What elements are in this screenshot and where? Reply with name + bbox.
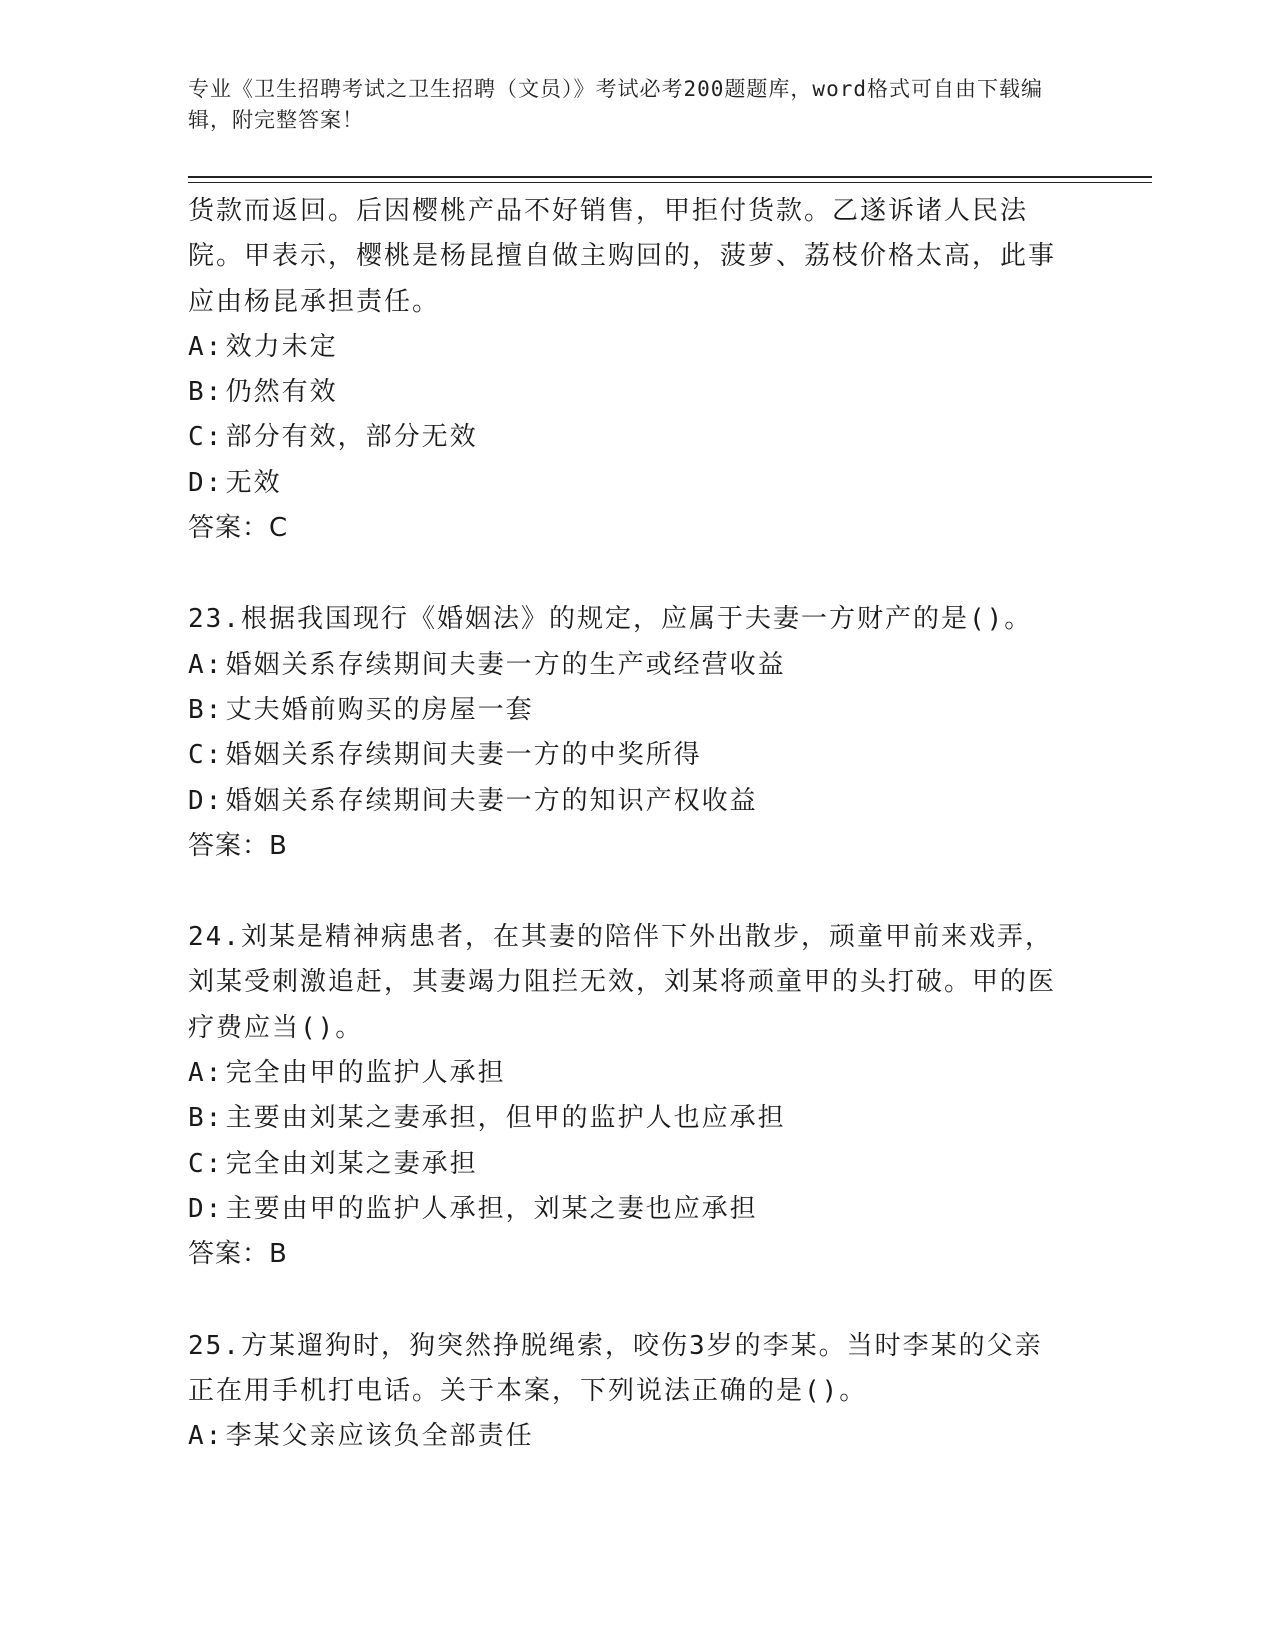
question-23	[188, 597, 1068, 869]
question-25	[188, 1324, 1068, 1460]
option-a: A:效力未定	[188, 331, 338, 362]
option-d: D:主要由甲的监护人承担，刘某之妻也应承担	[188, 1193, 758, 1224]
question-text: 24.刘某是精神病患者，在其妻的陪伴下外出散步，顽童甲前来戏弄，刘某受刺激追赶，其妻竭力阻拦无效，刘某将顽童甲的头打破。甲的医疗费应当()。	[188, 922, 1057, 1043]
question-text: 货款而返回。后因樱桃产品不好销售，甲拒付货款。乙遂诉诸人民法院。甲表示，樱桃是杨昆擅自做主购回的，菠萝、荔枝价格太高，此事应由杨昆承担责任。	[188, 196, 1057, 317]
option-b: B:主要由刘某之妻承担，但甲的监护人也应承担	[188, 1103, 786, 1134]
answer-line: 答案：B	[188, 1239, 288, 1270]
option-c: C:完全由刘某之妻承担	[188, 1148, 478, 1179]
option-a: A:完全由甲的监护人承担	[188, 1058, 506, 1089]
document-header: 专业《卫生招聘考试之卫生招聘（文员）》考试必考200题题库，word格式可自由下载编辑，附完整答案！	[188, 77, 1043, 132]
option-c: C:婚姻关系存续期间夫妻一方的中奖所得	[188, 740, 702, 771]
question-22-continued	[188, 189, 1068, 551]
document-body	[188, 189, 1068, 1459]
question-24	[188, 915, 1068, 1277]
answer-line: 答案：B	[188, 830, 288, 861]
option-b: B:丈夫婚前购买的房屋一套	[188, 694, 534, 725]
header-divider-thin	[188, 182, 1152, 183]
question-text: 23.根据我国现行《婚姻法》的规定，应属于夫妻一方财产的是()。	[188, 604, 1033, 635]
option-d: D:婚姻关系存续期间夫妻一方的知识产权收益	[188, 785, 758, 816]
header-divider-thick	[188, 176, 1152, 178]
answer-line: 答案：C	[188, 513, 289, 544]
option-a: A:李某父亲应该负全部责任	[188, 1421, 534, 1452]
question-text: 25.方某遛狗时，狗突然挣脱绳索，咬伤3岁的李某。当时李某的父亲正在用手机打电话。关于本案，下列说法正确的是()。	[188, 1330, 1043, 1406]
option-c: C:部分有效，部分无效	[188, 422, 478, 453]
option-d: D:无效	[188, 467, 282, 498]
option-b: B:仍然有效	[188, 377, 338, 408]
option-a: A:婚姻关系存续期间夫妻一方的生产或经营收益	[188, 649, 786, 680]
